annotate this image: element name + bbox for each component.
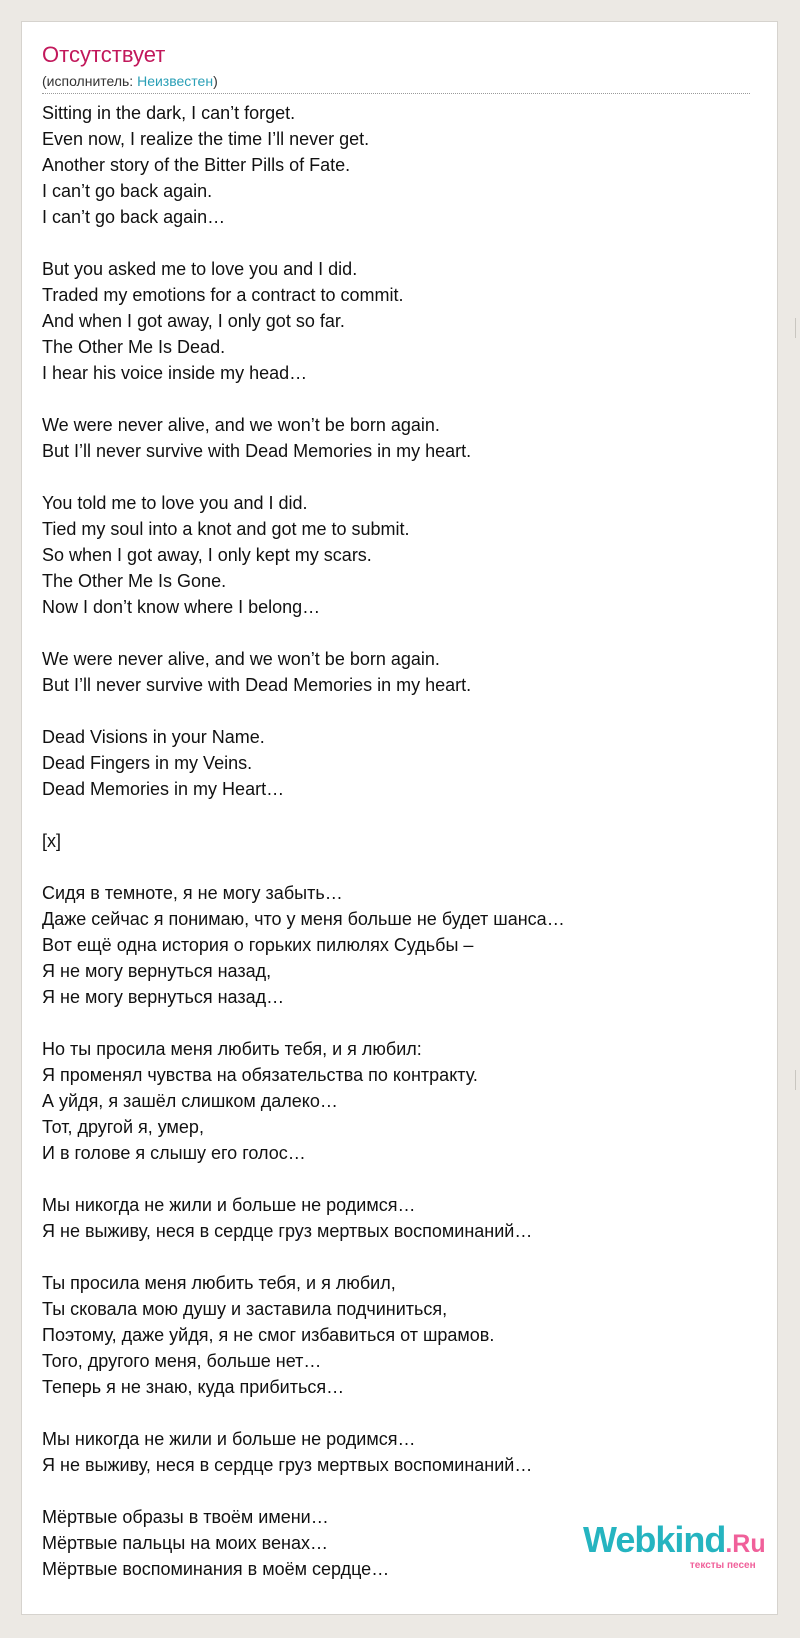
lyric-line: А уйдя, я зашёл слишком далеко… (42, 1091, 338, 1111)
lyric-line: I hear his voice inside my head… (42, 363, 308, 383)
lyric-line: Dead Visions in your Name. (42, 727, 265, 747)
title-divider (42, 93, 750, 94)
site-logo[interactable] (583, 1519, 766, 1571)
lyric-line: We were never alive, and we won’t be born again. (42, 415, 440, 435)
lyric-line: Тот, другой я, умер, (42, 1117, 204, 1137)
lyric-line (42, 1244, 757, 1270)
lyric-line: Мёртвые пальцы на моих венах… (42, 1533, 328, 1553)
logo-tagline: тексты песен (689, 1560, 756, 1571)
lyric-line: But I’ll never survive with Dead Memories in my heart. (42, 675, 472, 695)
lyric-line: Мы никогда не жили и больше не родимся… (42, 1195, 416, 1215)
lyric-line: Я не могу вернуться назад, (42, 961, 272, 981)
lyric-line: Поэтому, даже уйдя, я не смог избавиться от шрамов. (42, 1325, 495, 1345)
lyric-line: Dead Memories in my Heart… (42, 779, 285, 799)
lyric-line: And when I got away, I only got so far. (42, 311, 345, 331)
lyric-line: Но ты просила меня любить тебя, и я любил: (42, 1039, 422, 1059)
lyric-line: Мы никогда не жили и больше не родимся… (42, 1429, 416, 1449)
logo-domain: .Ru (725, 1530, 766, 1558)
lyric-line (42, 698, 757, 724)
lyric-line: Я променял чувства на обязательства по контракту. (42, 1065, 478, 1085)
lyric-line: Вот ещё одна история о горьких пилюлях Судьбы – (42, 935, 474, 955)
lyric-line: The Other Me Is Gone. (42, 571, 227, 591)
lyric-line: Now I don’t know where I belong… (42, 597, 321, 617)
lyric-line (42, 620, 757, 646)
lyric-line: Я не выживу, неся в сердце груз мертвых воспоминаний… (42, 1221, 533, 1241)
artist-line (42, 73, 218, 89)
lyric-line (42, 386, 757, 412)
lyric-line: И в голове я слышу его голос… (42, 1143, 306, 1163)
lyric-line: Even now, I realize the time I’ll never get. (42, 129, 370, 149)
lyric-line: But I’ll never survive with Dead Memories in my heart. (42, 441, 472, 461)
lyric-line: Теперь я не знаю, куда прибиться… (42, 1377, 345, 1397)
lyric-line: Ты сковала мою душу и заставила подчиниться, (42, 1299, 448, 1319)
lyric-line (42, 1010, 757, 1036)
lyric-line (42, 1400, 757, 1426)
lyric-line: Мёртвые воспоминания в моём сердце… (42, 1559, 390, 1579)
lyric-line: So when I got away, I only kept my scars. (42, 545, 372, 565)
lyric-line: I can’t go back again… (42, 207, 226, 227)
lyric-line: The Other Me Is Dead. (42, 337, 226, 357)
lyric-line: Traded my emotions for a contract to commit. (42, 285, 404, 305)
lyrics-card (21, 21, 778, 1615)
lyric-line (42, 1478, 757, 1504)
artist-suffix: ) (213, 73, 218, 89)
lyric-line: Даже сейчас я понимаю, что у меня больше не будет шанса… (42, 909, 565, 929)
lyric-line: [x] (42, 831, 62, 851)
lyric-line: But you asked me to love you and I did. (42, 259, 358, 279)
artist-prefix: (исполнитель: (42, 73, 138, 89)
lyric-line: Sitting in the dark, I can’t forget. (42, 103, 296, 123)
artist-link[interactable]: Неизвестен (137, 73, 214, 89)
lyric-line: Dead Fingers in my Veins. (42, 753, 253, 773)
lyric-line (42, 802, 757, 828)
lyric-line: Tied my soul into a knot and got me to submit. (42, 519, 410, 539)
lyric-line: Я не выживу, неся в сердце груз мертвых воспоминаний… (42, 1455, 533, 1475)
lyric-line: Another story of the Bitter Pills of Fate. (42, 155, 351, 175)
lyric-line: We were never alive, and we won’t be born again. (42, 649, 440, 669)
lyric-line (42, 230, 757, 256)
lyric-line: Мёртвые образы в твоём имени… (42, 1507, 329, 1527)
lyric-line (42, 464, 757, 490)
logo-wordmark: Webkind (583, 1519, 726, 1560)
lyric-line: Того, другого меня, больше нет… (42, 1351, 322, 1371)
scroll-marker (791, 318, 796, 338)
lyric-line: I can’t go back again. (42, 181, 213, 201)
lyric-line: You told me to love you and I did. (42, 493, 308, 513)
lyric-line: Я не могу вернуться назад… (42, 987, 285, 1007)
lyric-line (42, 854, 757, 880)
lyric-line: Сидя в темноте, я не могу забыть… (42, 883, 343, 903)
song-title: Отсутствует (42, 42, 166, 67)
lyrics-text (42, 100, 757, 1582)
lyric-line: Ты просила меня любить тебя, и я любил, (42, 1273, 396, 1293)
scroll-marker (791, 1070, 796, 1090)
lyric-line (42, 1166, 757, 1192)
